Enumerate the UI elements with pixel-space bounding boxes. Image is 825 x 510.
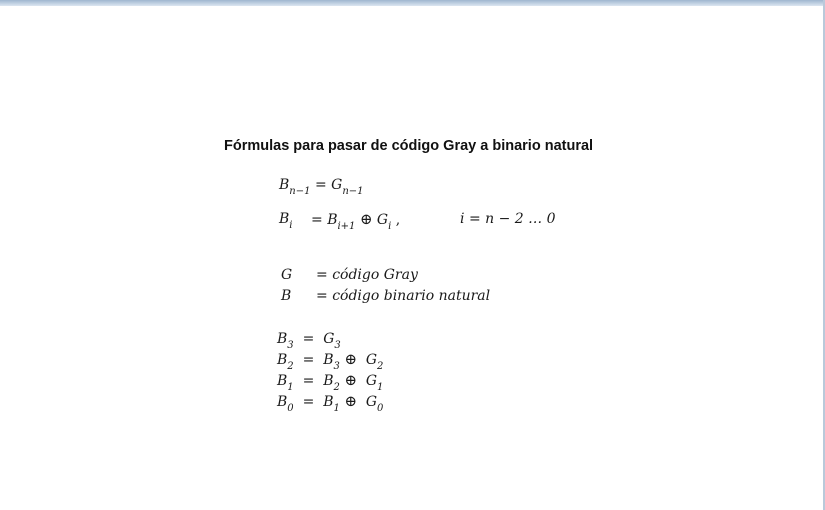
- definition-b-text: [316, 287, 490, 305]
- example-equation: [277, 371, 384, 393]
- example-term-a: G: [323, 331, 335, 347]
- example-lhs-sub: 3: [287, 339, 294, 351]
- example-term-b-sub: 1: [377, 381, 384, 393]
- example-term-b: G: [365, 394, 378, 410]
- example-lhs: B: [277, 331, 288, 347]
- example-eq: =: [302, 331, 315, 347]
- definition-b-symbol: B: [281, 288, 292, 304]
- formula-general-t1: B: [327, 212, 338, 228]
- example-equation: [277, 350, 384, 372]
- xor-operator: ⊕: [344, 392, 357, 410]
- xor-operator: ⊕: [344, 350, 357, 368]
- example-eq: =: [302, 373, 315, 389]
- example-term-b-sub: 0: [377, 402, 384, 414]
- example-term-b: G: [365, 373, 378, 389]
- formula-general: [279, 210, 293, 231]
- formula-general-lhs-sub: i: [289, 219, 293, 231]
- example-lhs: B: [277, 394, 288, 410]
- formula-general-rhs: [311, 210, 401, 232]
- example-term-a: B: [323, 373, 334, 389]
- example-term-a-sub: 3: [333, 360, 340, 372]
- example-term-a-sub: 1: [333, 402, 340, 414]
- example-eq: =: [302, 394, 315, 410]
- formula-general-t2-sub: i: [388, 220, 392, 232]
- formula-msb: [279, 176, 364, 197]
- example-eq: =: [302, 352, 315, 368]
- definition-g-text: [316, 266, 418, 284]
- formula-range-eq: =: [468, 211, 481, 227]
- formula-range-var: i: [460, 211, 465, 227]
- example-term-a-sub: 3: [334, 339, 341, 351]
- xor-operator: ⊕: [359, 210, 373, 228]
- formula-general-lhs: B: [279, 211, 290, 227]
- example-term-a-sub: 2: [333, 381, 340, 393]
- definition-g-desc: código Gray: [332, 267, 418, 283]
- formula-range-expr: n − 2 … 0: [485, 211, 556, 227]
- example-equation: [277, 392, 384, 414]
- formula-general-t2: G: [376, 212, 389, 228]
- definition-g-eq: =: [316, 267, 328, 283]
- example-term-a: B: [323, 394, 334, 410]
- xor-operator: ⊕: [344, 371, 357, 389]
- example-lhs: B: [277, 352, 288, 368]
- formula-general-eq: =: [311, 212, 323, 228]
- formula-general-t1-sub: i+1: [337, 220, 356, 232]
- definition-b-eq: =: [316, 288, 328, 304]
- example-term-a: B: [323, 352, 334, 368]
- example-lhs-sub: 0: [287, 402, 294, 414]
- formula-range: [460, 210, 556, 228]
- formula-general-comma: ,: [395, 212, 401, 228]
- formula-msb-rhs-sub: n−1: [342, 185, 364, 197]
- definition-g-symbol: G: [281, 267, 293, 283]
- document-title: Fórmulas para pasar de código Gray a binario natural: [224, 138, 594, 154]
- example-lhs-sub: 1: [287, 381, 294, 393]
- document-page: [0, 6, 823, 510]
- example-term-b-sub: 2: [377, 360, 384, 372]
- formula-msb-rhs: G: [331, 177, 343, 193]
- definition-b-desc: código binario natural: [332, 288, 491, 304]
- formula-msb-lhs-sub: n−1: [289, 185, 311, 197]
- formula-msb-lhs: B: [279, 177, 290, 193]
- example-lhs: B: [277, 373, 288, 389]
- example-lhs-sub: 2: [287, 360, 294, 372]
- example-term-b: G: [365, 352, 378, 368]
- example-equation: [277, 330, 341, 351]
- formula-msb-eq: =: [314, 177, 327, 193]
